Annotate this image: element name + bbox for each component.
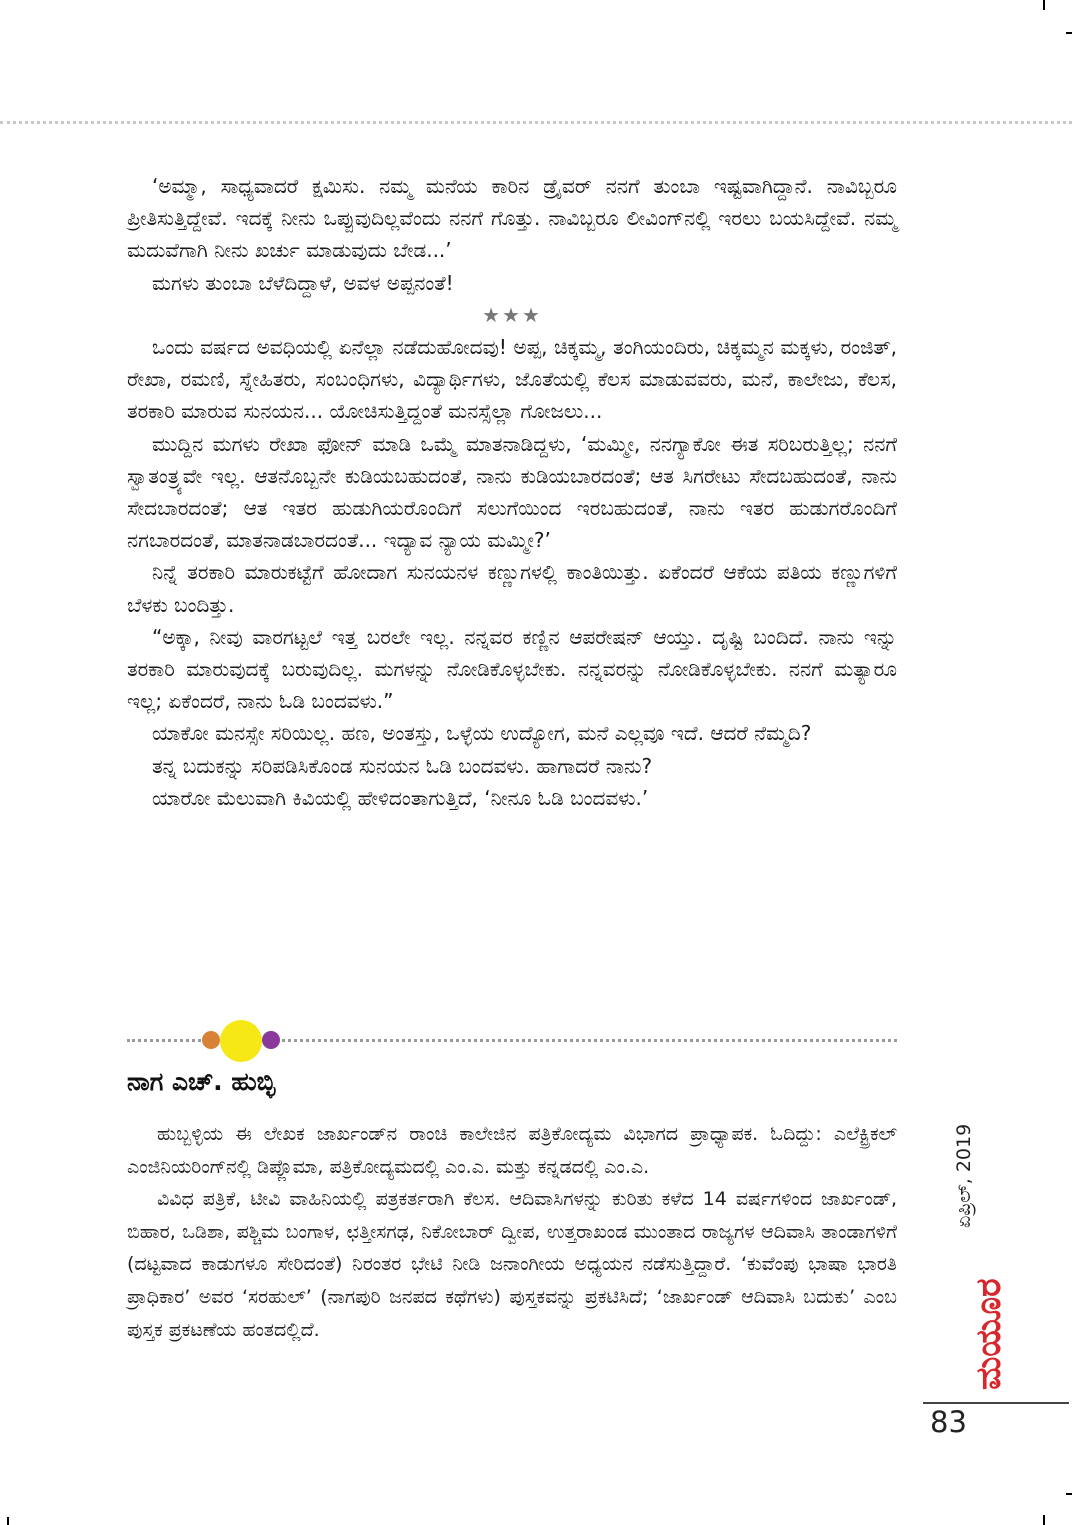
story-paragraph: ಮುದ್ದಿನ ಮಗಳು ರೇಖಾ ಫೋನ್ ಮಾಡಿ ಒಮ್ಮೆ ಮಾತನಾಡಿದ್ದಳು, ‘ಮಮ್ಮೀ, ನನಗ್ಯಾಕೋ ಈತ ಸರಿಬರುತ್ತಿಲ್ಲ; ನನಗೆ ಸ್ವಾತಂತ್ರ್ಯವೇ ಇಲ್ಲ. ಆತನೊಬ್ಬನೇ ಕುಡಿಯಬಹುದಂತೆ, ನಾನು ಕುಡಿಯಬಾರದಂತೆ; ಆತ ಸಿಗರೇಟು ಸೇದಬಹುದಂತೆ, ನಾನು ಸೇದಬಾರದಂತೆ; ಆತ ಇತರ ಹುಡುಗಿಯರೊಂದಿಗೆ ಸಲುಗೆಯಿಂದ ಇರಬಹುದಂತೆ, ನಾನು ಇತರ ಹುಡುಗರೊಂದಿಗೆ ನಗಬಾರದಂತೆ, ಮಾತನಾಡಬಾರದಂತೆ... ಇದ್ಯಾವ ನ್ಯಾಯ ಮಮ್ಮೀ?’ bbox=[127, 431, 897, 553]
story-paragraph: ‘ಅಮ್ಮಾ, ಸಾಧ್ಯವಾದರೆ ಕ್ಷಮಿಸು. ನಮ್ಮ ಮನೆಯ ಕಾರಿನ ಡ್ರೈವರ್ ನನಗೆ ತುಂಬಾ ಇಷ್ಟವಾಗಿದ್ದಾನೆ. ನಾವಿಬ್ಬರೂ ಪ್ರೀತಿಸುತ್ತಿದ್ದೇವೆ. ಇದಕ್ಕೆ ನೀನು ಒಪ್ಪುವುದಿಲ್ಲವೆಂದು ನನಗೆ ಗೊತ್ತು. ನಾವಿಬ್ಬರೂ ಲೀವಿಂಗ್‌ನಲ್ಲಿ ಇರಲು ಬಯಸಿದ್ದೇವೆ. ನಮ್ಮ ಮದುವೆಗಾಗಿ ನೀನು ಖರ್ಚು ಮಾಡುವುದು ಬೇಡ...’ bbox=[127, 174, 897, 263]
section-separator: ★★★ bbox=[482, 302, 542, 327]
author-bio bbox=[127, 1118, 897, 1346]
header-dotted-rule bbox=[0, 121, 1072, 124]
yellow-dot bbox=[220, 1020, 262, 1062]
story-paragraph: ಯಾರೋ ಮೆಲುವಾಗಿ ಕಿವಿಯಲ್ಲಿ ಹೇಳಿದಂತಾಗುತ್ತಿದೆ, ‘ನೀನೂ ಓಡಿ ಬಂದವಳು.’ bbox=[152, 785, 649, 810]
crop-mark-bottom bbox=[1043, 1515, 1045, 1525]
page-number: 83 bbox=[930, 1405, 967, 1439]
story-paragraph: ನಿನ್ನೆ ತರಕಾರಿ ಮಾರುಕಟ್ಟೆಗೆ ಹೋದಾಗ ಸುನಯನಳ ಕಣ್ಣುಗಳಲ್ಲಿ ಕಾಂತಿಯಿತ್ತು. ಏಕೆಂದರೆ ಆಕೆಯ ಪತಿಯ ಕಣ್ಣುಗಳಿಗೆ ಬೆಳಕು ಬಂದಿತ್ತು. bbox=[127, 560, 897, 617]
crop-mark-top bbox=[1043, 0, 1045, 10]
story-paragraph: ಮಗಳು ತುಂಬಾ ಬೆಳೆದಿದ್ದಾಳೆ, ಅವಳ ಅಪ್ಪನಂತೆ! bbox=[152, 270, 454, 295]
story-paragraph: “ಅಕ್ಕಾ, ನೀವು ವಾರಗಟ್ಟಲೆ ಇತ್ತ ಬರಲೇ ಇಲ್ಲ. ನನ್ನವರ ಕಣ್ಣಿನ ಆಪರೇಷನ್ ಆಯ್ತು. ದೃಷ್ಟಿ ಬಂದಿದೆ. ನಾನು ಇನ್ನು ತರಕಾರಿ ಮಾರುವುದಕ್ಕೆ ಬರುವುದಿಲ್ಲ. ಮಗಳನ್ನು ನೋಡಿಕೊಳ್ಳಬೇಕು. ನನ್ನವರನ್ನು ನೋಡಿಕೊಳ್ಳಬೇಕು. ನನಗೆ ಮತ್ಯಾರೂ ಇಲ್ಲ; ಏಕೆಂದರೆ, ನಾನು ಓಡಿ ಬಂದವಳು.” bbox=[127, 624, 897, 714]
story-text bbox=[127, 170, 897, 814]
story-paragraph: ಒಂದು ವರ್ಷದ ಅವಧಿಯಲ್ಲಿ ಏನೆಲ್ಲಾ ನಡೆದುಹೋದವು! ಅಪ್ಪ, ಚಿಕ್ಕಮ್ಮ, ತಂಗಿಯಂದಿರು, ಚಿಕ್ಕಮ್ಮನ ಮಕ್ಕಳು, ರಂಜಿತ್, ರೇಖಾ, ರಮಣಿ, ಸ್ನೇಹಿತರು, ಸಂಬಂಧಿಗಳು, ವಿದ್ಯಾರ್ಥಿಗಳು, ಜೊತೆಯಲ್ಲಿ ಕೆಲಸ ಮಾಡುವವರು, ಮನೆ, ಕಾಲೇಜು, ಕೆಲಸ, ತರಕಾರಿ ಮಾರುವ ಸುನಯನ... ಯೋಚಿಸುತ್ತಿದ್ದಂತೆ ಮನಸ್ಸೆಲ್ಲಾ ಗೋಜಲು... bbox=[127, 335, 897, 424]
sidebar-masthead bbox=[923, 1100, 1009, 1400]
crop-mark-bottom-left bbox=[7, 1517, 9, 1525]
story-paragraph: ಯಾಕೋ ಮನಸ್ಸೇ ಸರಿಯಿಲ್ಲ. ಹಣ, ಅಂತಸ್ತು, ಒಳ್ಳೆಯ ಉದ್ಯೋಗ, ಮನೆ ಎಲ್ಲವೂ ಇದೆ. ಆದರೆ ನೆಮ್ಮದಿ? bbox=[152, 721, 812, 746]
magazine-logo: ಮಯೂರ bbox=[969, 1278, 1009, 1390]
orange-dot bbox=[202, 1031, 220, 1049]
decorative-divider bbox=[127, 1018, 897, 1058]
story-paragraph: ತನ್ನ ಬದುಕನ್ನು ಸರಿಪಡಿಸಿಕೊಂಡ ಸುನಯನ ಓಡಿ ಬಂದವಳು. ಹಾಗಾದರೆ ನಾನು? bbox=[152, 753, 653, 778]
bio-paragraph: ಹುಬ್ಬಳ್ಳಿಯ ಈ ಲೇಖಕ ಜಾರ್ಖಂಡ್‌ನ ರಾಂಚಿ ಕಾಲೇಜಿನ ಪತ್ರಿಕೋದ್ಯಮ ವಿಭಾಗದ ಪ್ರಾಧ್ಯಾಪಕ. ಓದಿದ್ದು: ಎಲೆಕ್ಟ್ರಿಕಲ್ ಎಂಜಿನಿಯರಿಂಗ್‌ನಲ್ಲಿ ಡಿಪ್ಲೊಮಾ, ಪತ್ರಿಕೋದ್ಯಮದಲ್ಲಿ ಎಂ.ಎ. ಮತ್ತು ಕನ್ನಡದಲ್ಲಿ ಎಂ.ಎ. bbox=[127, 1123, 897, 1178]
author-name: ನಾಗ ಎಚ್. ಹುಬ್ಳಿ bbox=[127, 1067, 276, 1096]
crop-mark-bottom-right bbox=[1066, 1493, 1072, 1495]
purple-dot bbox=[262, 1031, 280, 1049]
issue-date: ಏಪ್ರಿಲ್, 2019 bbox=[953, 1123, 975, 1228]
crop-mark-top-right bbox=[1066, 32, 1072, 34]
bio-paragraph: ವಿವಿಧ ಪತ್ರಿಕೆ, ಟೀವಿ ವಾಹಿನಿಯಲ್ಲಿ ಪತ್ರಕರ್ತರಾಗಿ ಕೆಲಸ. ಆದಿವಾಸಿಗಳನ್ನು ಕುರಿತು ಕಳೆದ 14 ವರ್ಷಗಳಿಂದ ಜಾರ್ಖಂಡ್, ಬಿಹಾರ, ಒಡಿಶಾ, ಪಶ್ಚಿಮ ಬಂಗಾಳ, ಛತ್ತೀಸಗಢ, ನಿಕೋಬಾರ್ ದ್ವೀಪ, ಉತ್ತರಾಖಂಡ ಮುಂತಾದ ರಾಜ್ಯಗಳ ಆದಿವಾಸಿ ತಾಂಡಾಗಳಿಗೆ (ದಟ್ಟವಾದ ಕಾಡುಗಳೂ ಸೇರಿದಂತೆ) ನಿರಂತರ ಭೇಟಿ ನೀಡಿ ಜನಾಂಗೀಯ ಅಧ್ಯಯನ ನಡೆಸುತ್ತಿದ್ದಾರೆ. ‘ಕುವೆಂಪು ಭಾಷಾ ಭಾರತಿ ಪ್ರಾಧಿಕಾರ’ ಅವರ ‘ಸರಹುಲ್’ (ನಾಗಪುರಿ ಜನಪದ ಕಥೆಗಳು) ಪುಸ್ತಕವನ್ನು ಪ್ರಕಟಿಸಿದೆ; ‘ಜಾರ್ಖಂಡ್ ಆದಿವಾಸಿ ಬದುಕು’ ಎಂಬ ಪುಸ್ತಕ ಪ್ರಕಟಣೆಯ ಹಂತದಲ್ಲಿದೆ. bbox=[127, 1188, 897, 1341]
